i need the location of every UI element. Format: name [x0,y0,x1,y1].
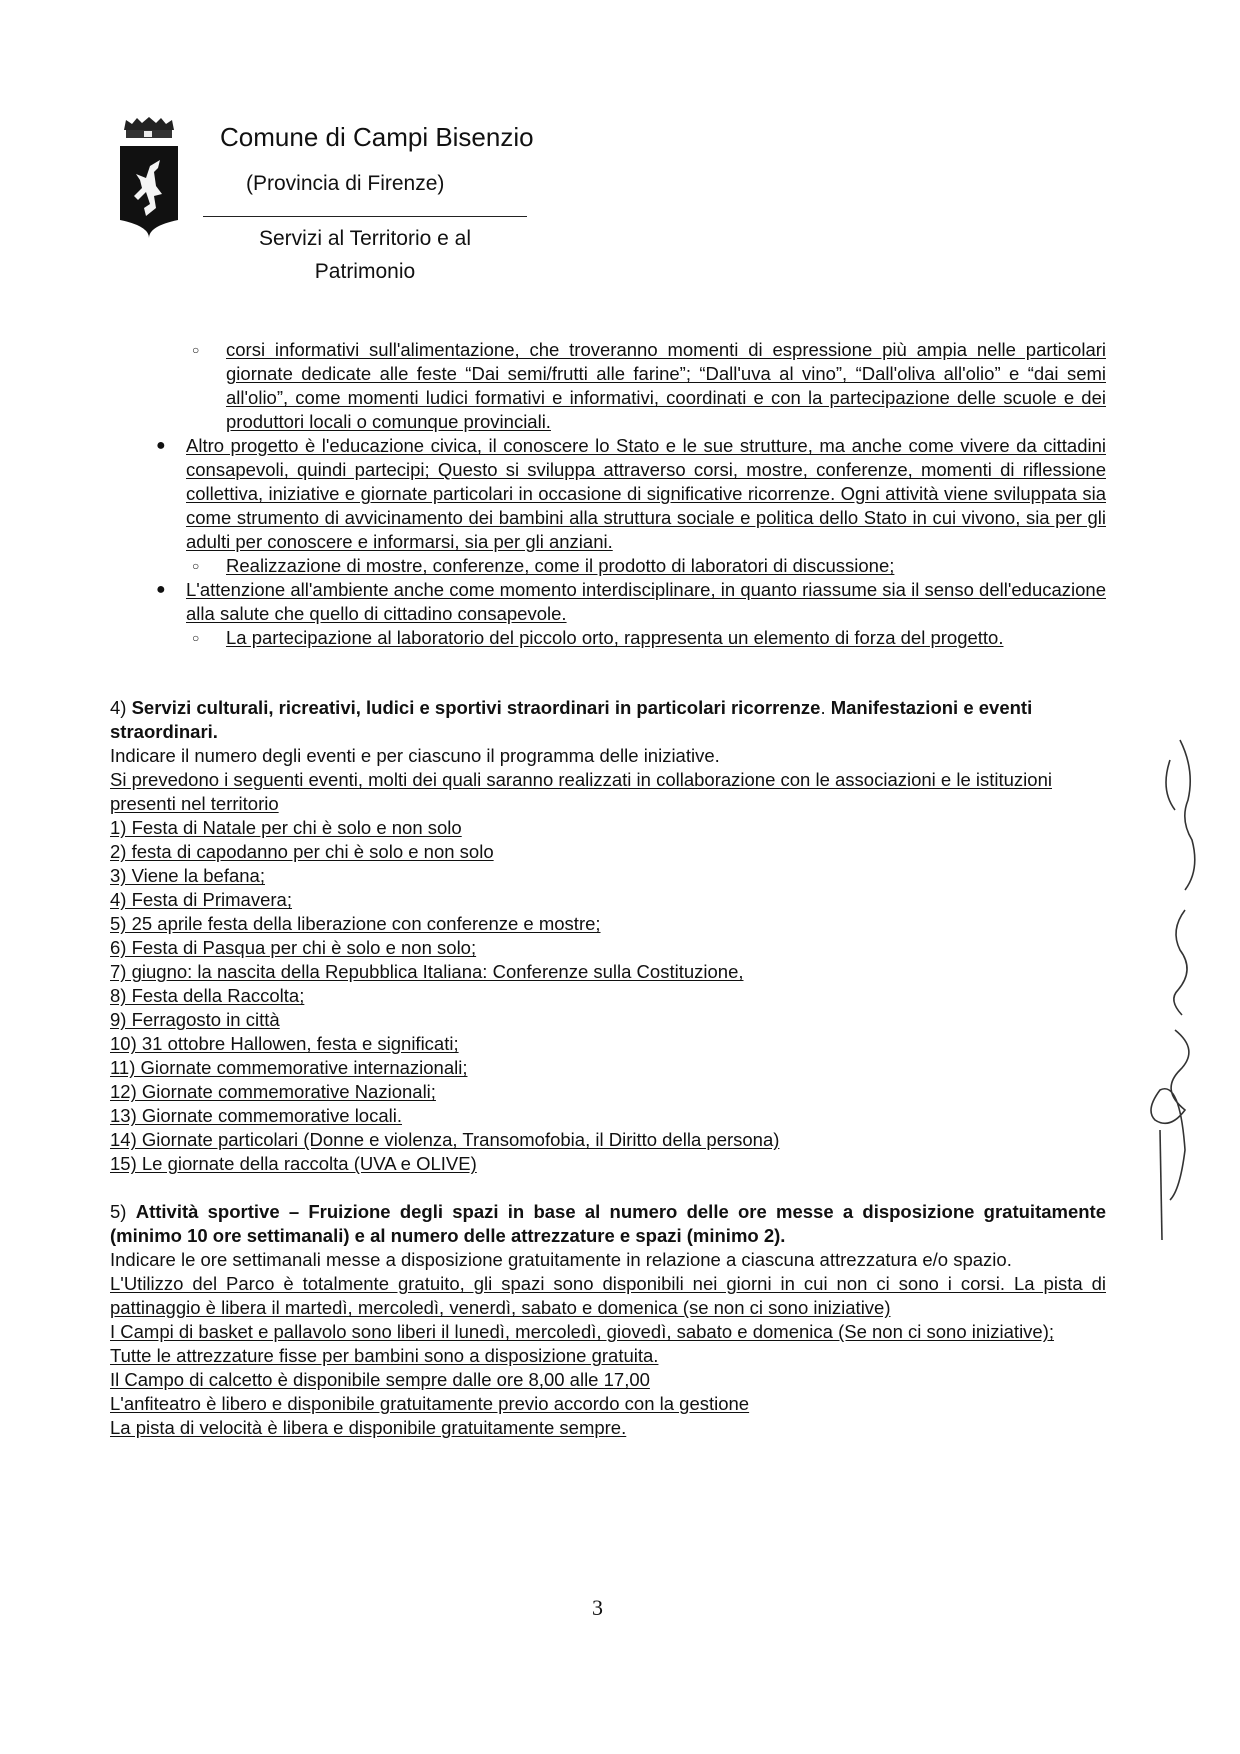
department-line-1: Servizi al Territorio e al [258,227,472,250]
event-item: 7) giugno: la nascita della Repubblica Italiana: Conferenze sulla Costituzione, [110,961,744,982]
event-item: 12) Giornate commemorative Nazionali; [110,1081,436,1102]
section-4 [110,696,1106,1176]
section-5-lines [110,1272,1106,1440]
department-line-2: Patrimonio [314,260,416,283]
event-item: 15) Le giornate della raccolta (UVA e OLIVE) [110,1153,477,1174]
event-item: 8) Festa della Raccolta; [110,985,305,1006]
section-5-instruction: Indicare le ore settimanali messe a disposizione gratuitamente in relazione a ciascuna attrezzatura e/o spazio. [110,1249,1012,1270]
event-item: 4) Festa di Primavera; [110,889,292,910]
hollow-bullet-icon: ○ [192,559,200,573]
section-5 [110,1200,1106,1440]
event-item: 6) Festa di Pasqua per chi è solo e non solo; [110,937,477,958]
bullet-icon: ● [156,581,166,598]
section-4-intro: Si prevedono i seguenti eventi, molti dei quali saranno realizzati in collaborazione con le associazioni e le istituzioni presenti nel territorio [110,769,1052,814]
page-number: 3 [592,1595,603,1620]
header-divider [203,216,527,217]
municipality-title: Comune di Campi Bisenzio [220,122,534,152]
event-item: 1) Festa di Natale per chi è solo e non solo [110,817,462,838]
availability-line: I Campi di basket e pallavolo sono liberi il lunedì, mercoledì, giovedì, sabato e domenica (Se non ci sono iniziative); [110,1321,1055,1342]
list-item: ● L'attenzione all'ambiente anche come momento interdisciplinare, in quanto riassume sia il senso dell'educazione alla salute che quello di cittadino consapevole. [156,579,1106,624]
availability-line: L'Utilizzo del Parco è totalmente gratuito, gli spazi sono disponibili nei giorni in cui non ci sono i corsi. La pista di pattinaggio è libera il martedì, mercoledì, venerdì, sabato e domenica (se non ci sono iniziative) [110,1273,1106,1318]
bullet-icon: ● [156,437,166,454]
event-item: 11) Giornate commemorative internazionali; [110,1057,468,1078]
availability-line: La pista di velocità è libera e disponibile gratuitamente sempre. [110,1417,627,1438]
list-item: ○ La partecipazione al laboratorio del piccolo orto, rappresenta un elemento di forza del progetto. [192,627,1004,648]
list-item: ○ Realizzazione di mostre, conferenze, come il prodotto di laboratori di discussione; [192,555,895,576]
availability-line: Il Campo di calcetto è disponibile sempre dalle ore 8,00 alle 17,00 [110,1369,650,1390]
event-item: 5) 25 aprile festa della liberazione con conferenze e mostre; [110,913,601,934]
event-item: 3) Viene la befana; [110,865,265,886]
event-item: 2) festa di capodanno per chi è solo e non solo [110,841,494,862]
availability-line: L'anfiteatro è libero e disponibile gratuitamente previo accordo con la gestione [110,1393,750,1414]
section-4-instruction: Indicare il numero degli eventi e per ciascuno il programma delle iniziative. [110,745,720,766]
section-4-heading: 4) Servizi culturali, ricreativi, ludici e sportivi straordinari in particolari ricorrenze. Manifestazioni e eventi straordinari. [110,697,1033,742]
section-5-heading: 5) Attività sportive – Fruizione degli spazi in base al numero delle ore messe a disposizione gratuitamente (minimo 10 ore settimanali) e al numero delle attrezzature e spazi (minimo 2). [110,1201,1107,1246]
event-item: 14) Giornate particolari (Donne e violenza, Transomofobia, il Diritto della persona) [110,1129,780,1150]
handwritten-signature [1140,730,1210,1250]
department-name [203,222,527,288]
hollow-bullet-icon: ○ [192,631,200,645]
list-item: ● Altro progetto è l'educazione civica, il conoscere lo Stato e le sue strutture, ma anche come vivere da cittadini consapevoli, quindi partecipi; Questo si sviluppa attraverso corsi, mostre, conferenze, momenti di riflessione collettiva, iniziative e giornate particolari in occasione di significative ricorrenze. Ogni attività viene sviluppata sia come strumento di avvicinamento dei bambini alla struttura sociale e politica dello Stato in cui vivono, sia per gli adulti per conoscere e informarsi, sia per gli anziani. [156,435,1106,552]
availability-line: Tutte le attrezzature fisse per bambini sono a disposizione gratuita. [110,1345,659,1366]
intro-list [150,338,1106,650]
event-item: 10) 31 ottobre Hallowen, festa e significati; [110,1033,459,1054]
hollow-bullet-icon: ○ [192,343,200,357]
event-item: 13) Giornate commemorative locali. [110,1105,402,1126]
event-item: 9) Ferragosto in città [110,1009,280,1030]
coat-of-arms-logo [116,116,182,240]
province-subtitle: (Provincia di Firenze) [246,172,445,195]
list-item: ○ corsi informativi sull'alimentazione, che troveranno momenti di espressione più ampia nelle particolari giornate dedicate alle feste “Dai semi/frutti alle farine”; “Dall'uva al vino”, “Dall'oliva all'olio” e “dai semi all'olio”, come momenti ludici formativi e informativi, coordinati e con la partecipazione delle scuole e dei produttori locali o comunque provinciali. [192,339,1106,432]
events-list [110,816,1106,1176]
